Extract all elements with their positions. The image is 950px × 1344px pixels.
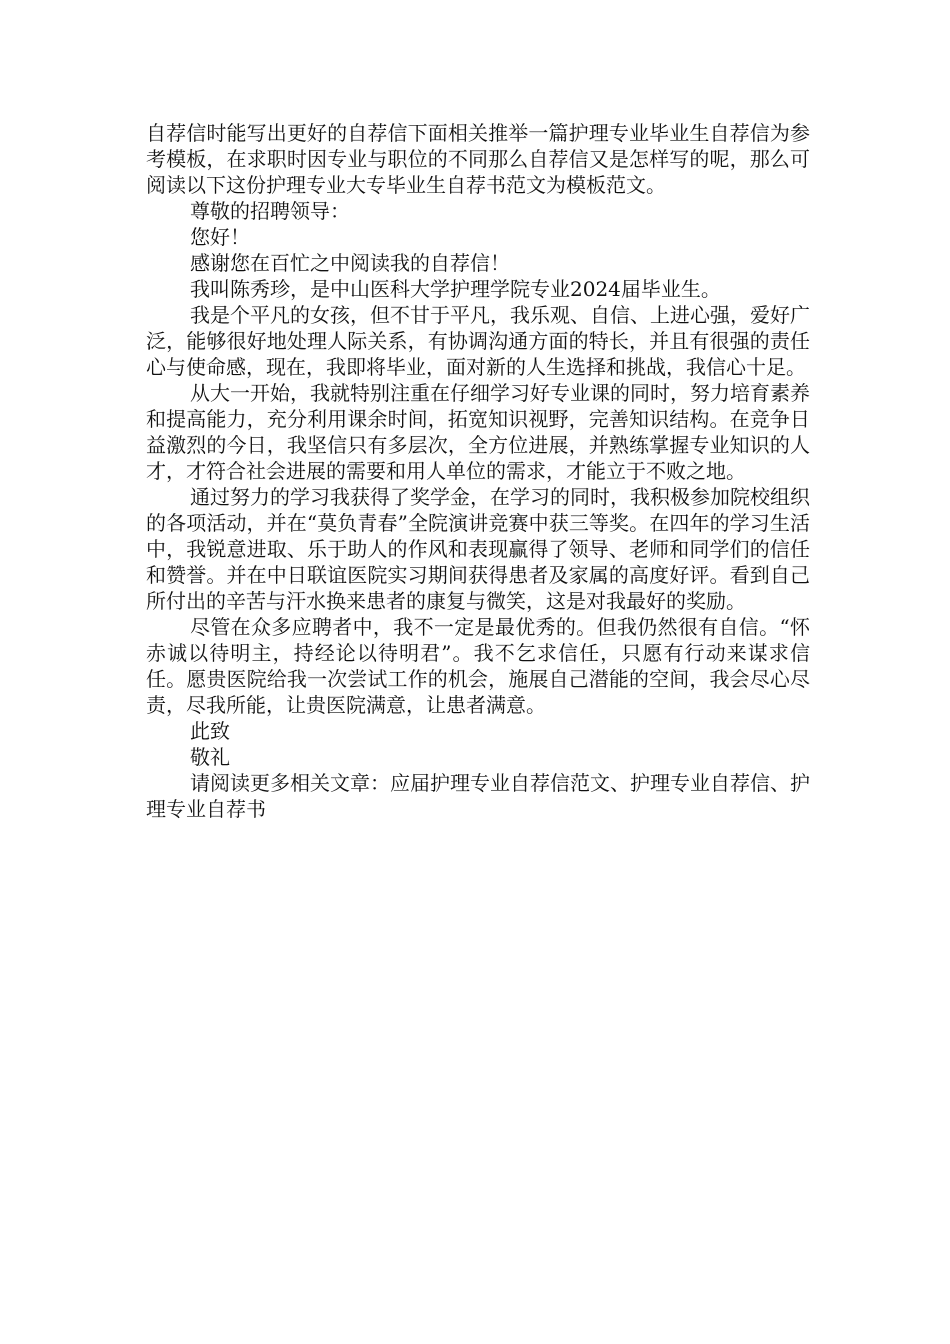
closing-line-1: 此致 xyxy=(190,719,230,743)
body-paragraph-3: 通过努力的学习我获得了奖学金，在学习的同时，我积极参加院校组织的各项活动，并在“莫负青春”全院演讲竞赛中获三等奖。在四年的学习生活中，我锐意进取、乐于助人的作风和表现赢得了领导、老师和同学们的信任和赞誉。并在中日联谊医院实习期间获得患者及家属的高度好评。看到自己所付出的辛苦与汗水换来患者的康复与微笑，这是对我最好的奖励。 xyxy=(146,485,810,613)
document-body xyxy=(146,120,810,822)
self-intro: 我叫陈秀珍，是中山医科大学护理学院专业2024届毕业生。 xyxy=(190,277,721,301)
thanks-line: 感谢您在百忙之中阅读我的自荐信！ xyxy=(190,251,510,275)
intro-paragraph: 自荐信时能写出更好的自荐信下面相关推举一篇护理专业毕业生自荐信为参考模板，在求职时因专业与职位的不同那么自荐信又是怎样写的呢，那么可阅读以下这份护理专业大专毕业生自荐书范文为模板范文。 xyxy=(146,121,810,197)
related-articles: 请阅读更多相关文章：应届护理专业自荐信范文、护理专业自荐信、护理专业自荐书 xyxy=(146,771,810,821)
body-paragraph-1: 我是个平凡的女孩，但不甘于平凡，我乐观、自信、上进心强，爱好广泛，能够很好地处理人际关系，有协调沟通方面的特长，并且有很强的责任心与使命感，现在，我即将毕业，面对新的人生选择和挑战，我信心十足。 xyxy=(146,303,810,379)
body-paragraph-2: 从大一开始，我就特别注重在仔细学习好专业课的同时，努力培育素养和提高能力，充分利用课余时间，拓宽知识视野，完善知识结构。在竞争日益激烈的今日，我坚信只有多层次，全方位进展，并熟练掌握专业知识的人才，才符合社会进展的需要和用人单位的需求，才能立于不败之地。 xyxy=(146,381,810,483)
greeting: 您好！ xyxy=(190,225,250,249)
closing-line-2: 敬礼 xyxy=(190,745,230,769)
body-paragraph-4: 尽管在众多应聘者中，我不一定是最优秀的。但我仍然很有自信。“怀赤诚以待明主，持经论以待明君”。我不乞求信任，只愿有行动来谋求信任。愿贵医院给我一次尝试工作的机会，施展自己潜能的空间，我会尽心尽责，尽我所能，让贵医院满意，让患者满意。 xyxy=(146,615,810,717)
salutation: 尊敬的招聘领导： xyxy=(190,199,350,223)
